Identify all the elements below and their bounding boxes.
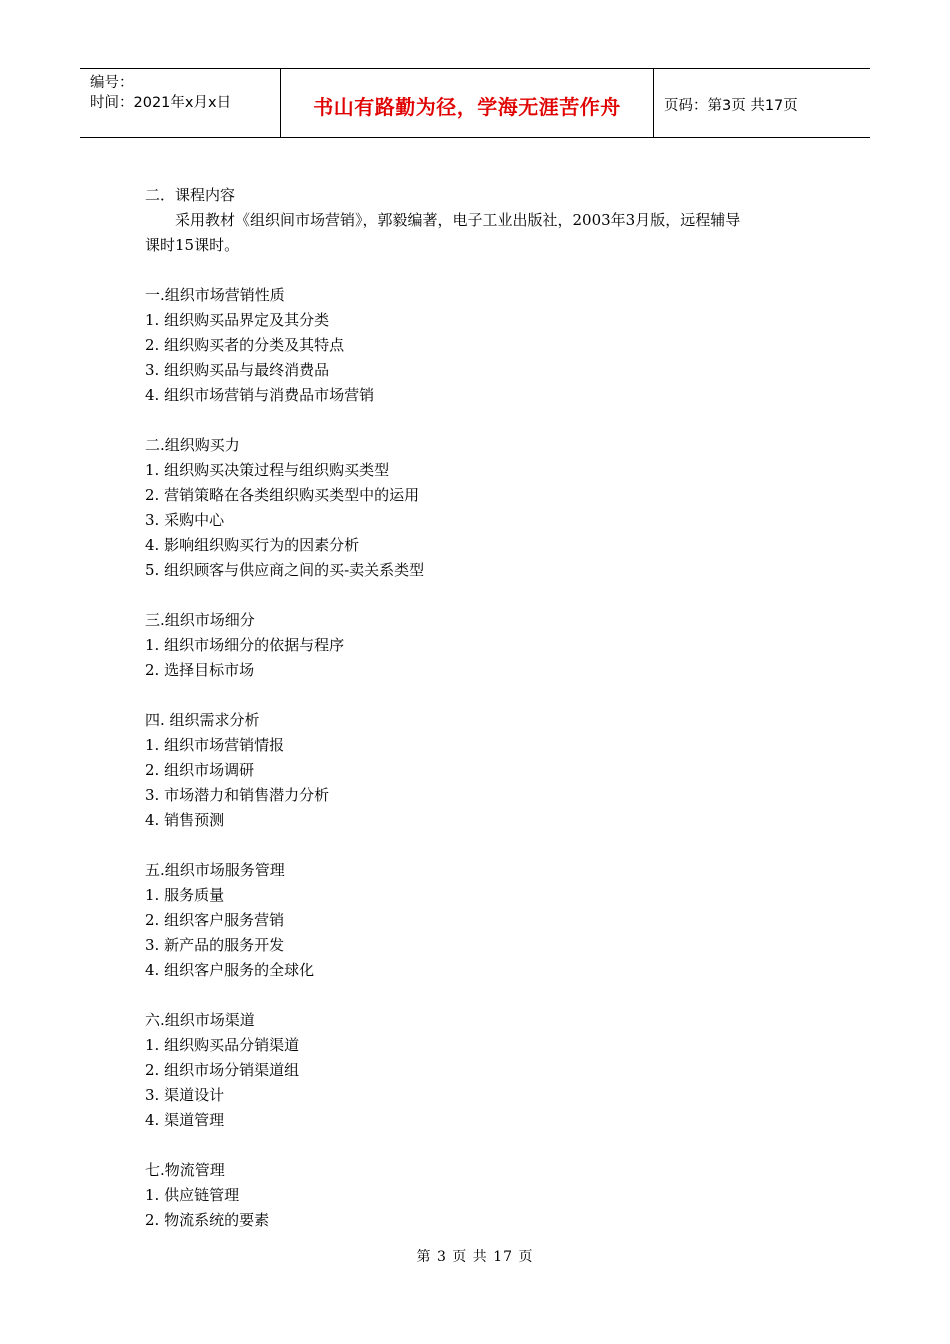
header-meta-cell: [80, 69, 281, 137]
list-item: 2. 物流系统的要素: [145, 1211, 270, 1229]
list-item: 3. 渠道设计: [145, 1086, 225, 1104]
chapter-title: 四. 组织需求分析: [145, 711, 260, 729]
list-item: 1. 供应链管理: [145, 1186, 240, 1204]
chapter-list: [145, 258, 825, 1233]
list-item: 4. 销售预测: [145, 811, 225, 829]
intro-paragraph-line: 采用教材《组织间市场营销》，郭毅编著，电子工业出版社，2003年3月版，远程辅导: [175, 211, 741, 229]
chapter-title: 六.组织市场渠道: [145, 1011, 255, 1029]
header-motto-cell: [281, 69, 654, 137]
spacer: [145, 683, 825, 708]
page-footer: 第 3 页 共 17 页: [416, 1249, 534, 1265]
page-header: [80, 68, 870, 138]
list-item: 4. 组织客户服务的全球化: [145, 961, 315, 979]
list-item: 1. 服务质量: [145, 886, 225, 904]
list-item: 2. 组织客户服务营销: [145, 911, 285, 929]
list-item: 1. 组织购买品界定及其分类: [145, 311, 330, 329]
list-item: 1. 组织市场细分的依据与程序: [145, 636, 345, 654]
list-item: 2. 组织购买者的分类及其特点: [145, 336, 345, 354]
chapter-title: 一.组织市场营销性质: [145, 286, 285, 304]
list-item: 2. 选择目标市场: [145, 661, 255, 679]
spacer: [145, 258, 825, 283]
chapter-title: 七.物流管理: [145, 1161, 225, 1179]
spacer: [145, 408, 825, 433]
chapter-title: 五.组织市场服务管理: [145, 861, 285, 879]
header-page-cell: [654, 69, 870, 137]
chapter-title: 三.组织市场细分: [145, 611, 255, 629]
section-title: 二．课程内容: [145, 186, 236, 204]
list-item: 1. 组织市场营销情报: [145, 736, 285, 754]
list-item: 4. 组织市场营销与消费品市场营销: [145, 386, 375, 404]
spacer: [145, 833, 825, 858]
spacer: [145, 1133, 825, 1158]
list-item: 4. 渠道管理: [145, 1111, 225, 1129]
list-item: 3. 组织购买品与最终消费品: [145, 361, 330, 379]
list-item: 1. 组织购买决策过程与组织购买类型: [145, 461, 390, 479]
list-item: 2. 组织市场分销渠道组: [145, 1061, 300, 1079]
list-item: 1. 组织购买品分销渠道: [145, 1036, 300, 1054]
list-item: 2. 营销策略在各类组织购买类型中的运用: [145, 486, 420, 504]
time-label: 时间：2021年x月x日: [90, 95, 232, 111]
list-item: 2. 组织市场调研: [145, 761, 255, 779]
document-body: [145, 183, 825, 1233]
spacer: [145, 583, 825, 608]
intro-paragraph-line: 课时15课时。: [145, 236, 240, 254]
list-item: 3. 采购中心: [145, 511, 225, 529]
chapter-title: 二.组织购买力: [145, 436, 240, 454]
list-item: 3. 新产品的服务开发: [145, 936, 285, 954]
list-item: 3. 市场潜力和销售潜力分析: [145, 786, 330, 804]
list-item: 5. 组织顾客与供应商之间的买-卖关系类型: [145, 561, 425, 579]
motto-text: 书山有路勤为径，学海无涯苦作舟: [313, 95, 621, 119]
list-item: 4. 影响组织购买行为的因素分析: [145, 536, 360, 554]
spacer: [145, 983, 825, 1008]
number-label: 编号：: [90, 75, 134, 91]
page-info: 页码：第3页 共17页: [664, 98, 798, 114]
